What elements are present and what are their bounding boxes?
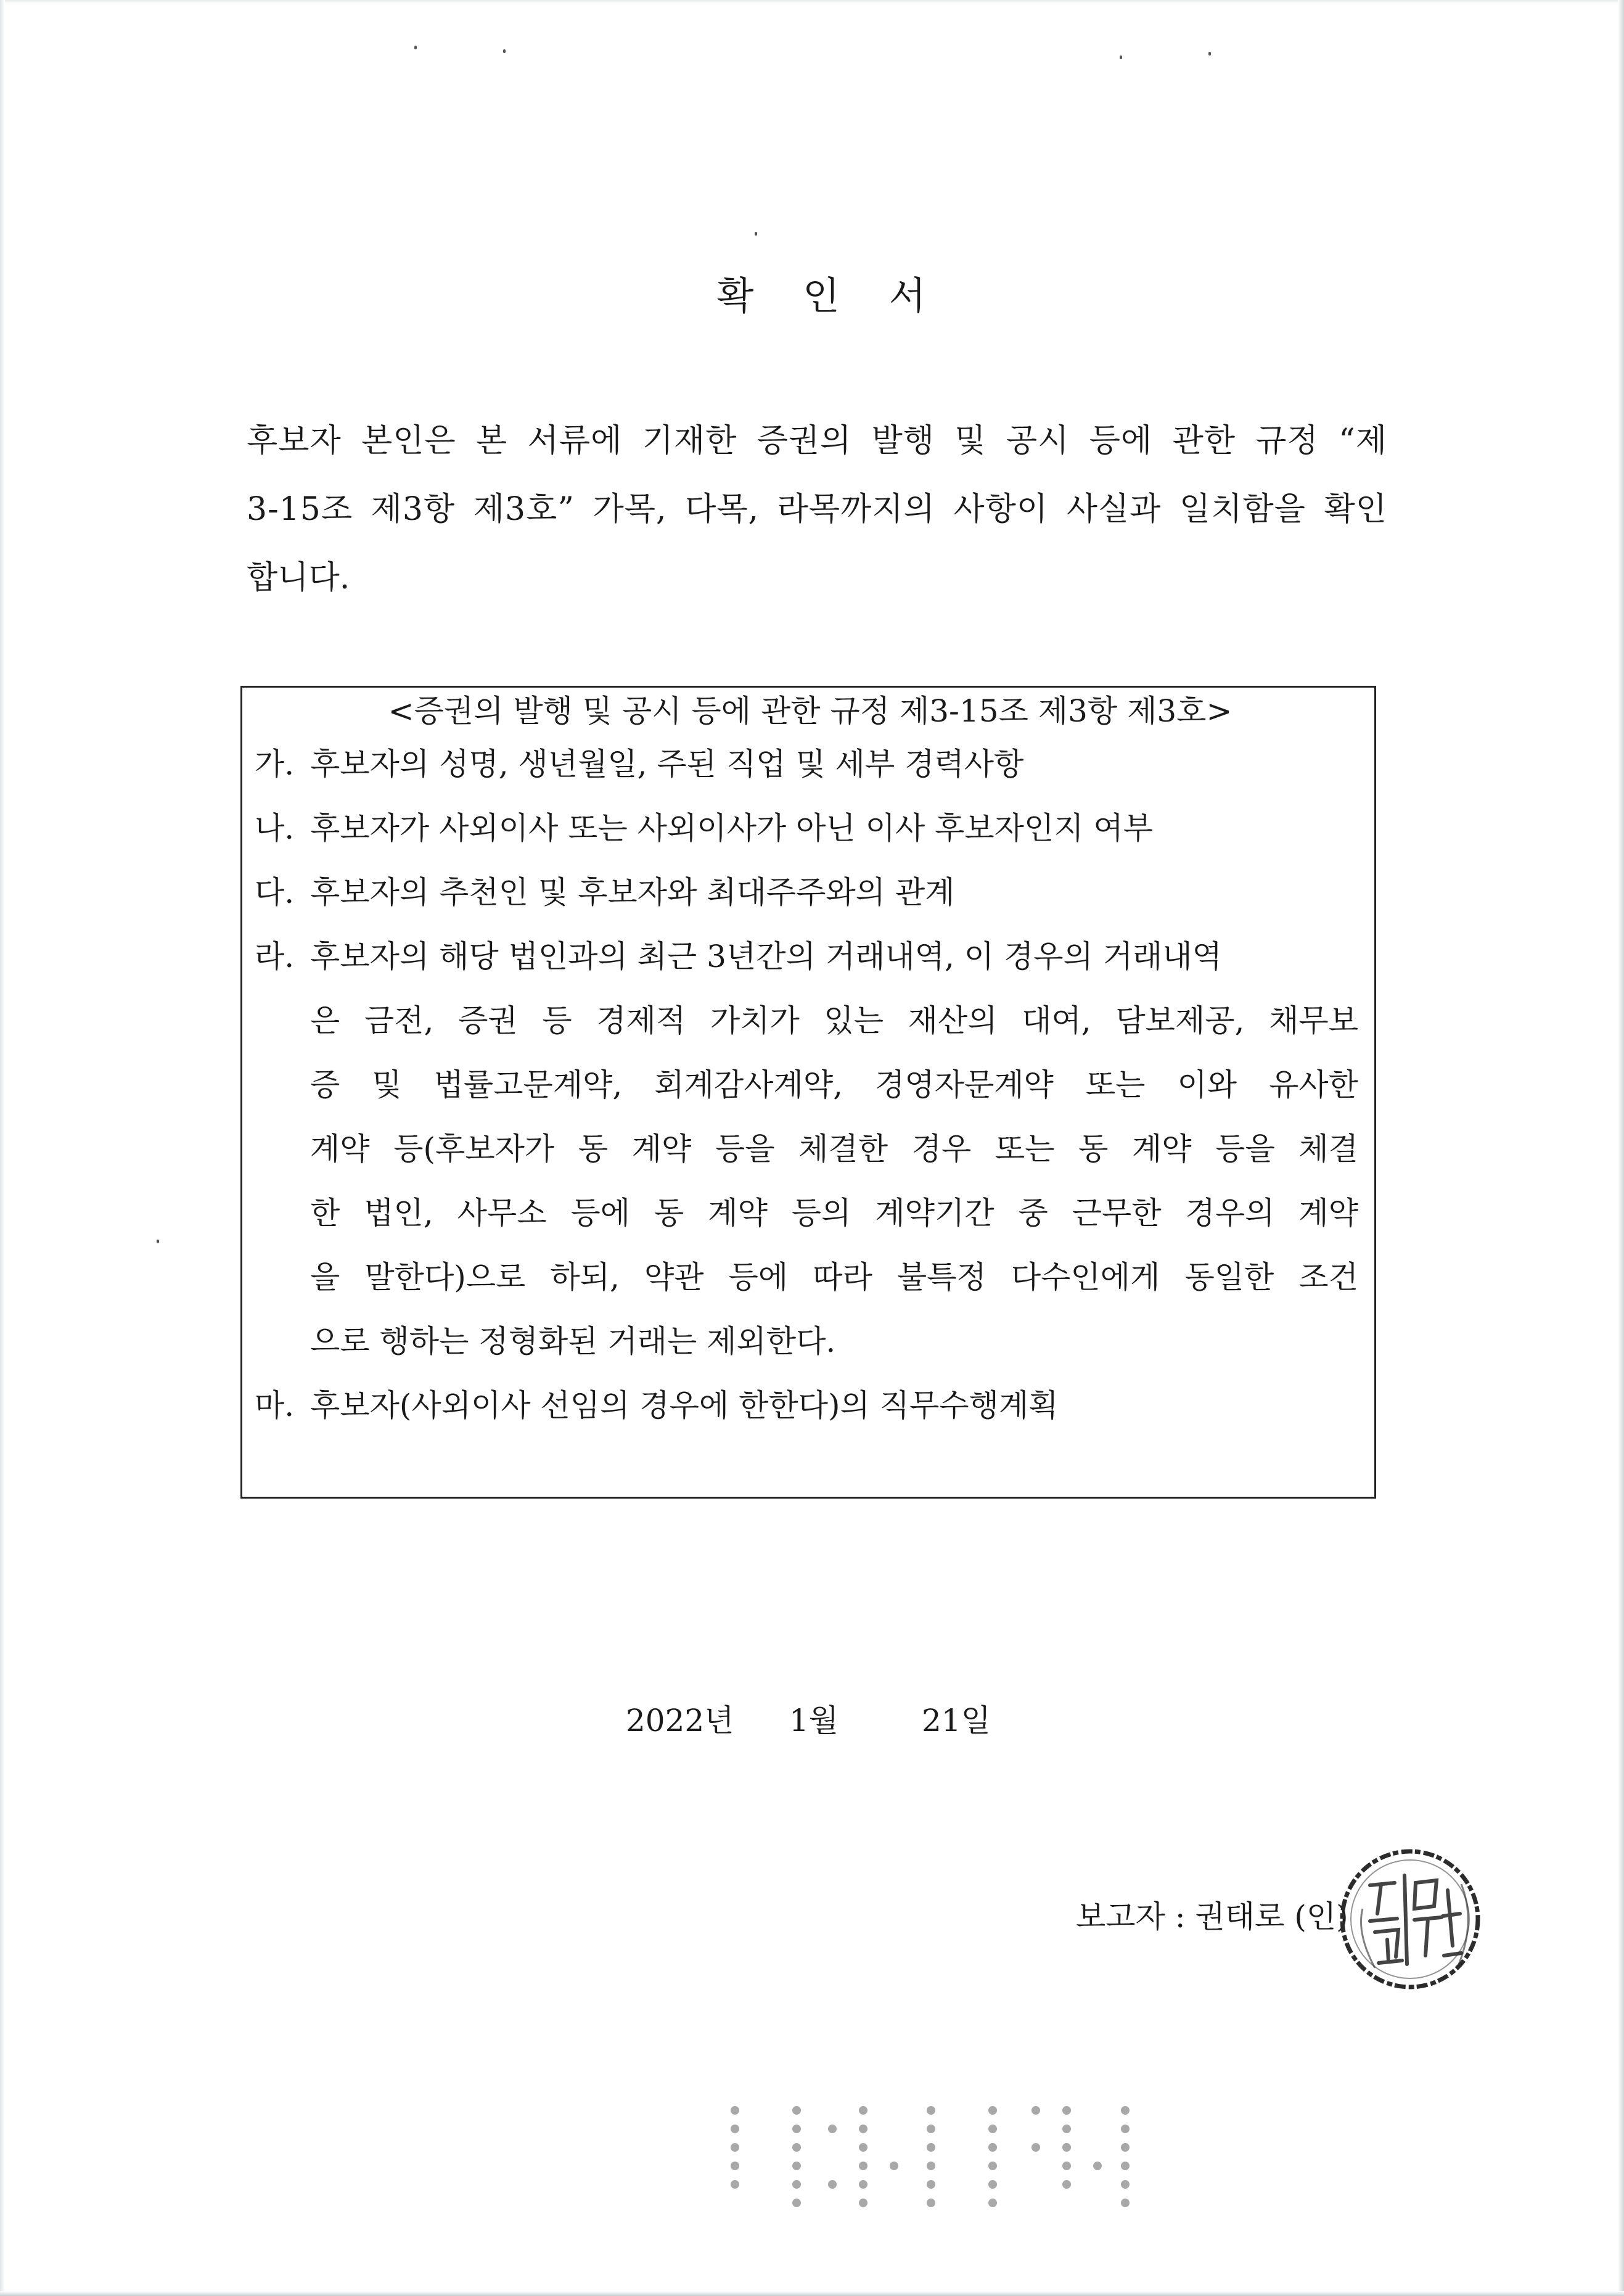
perforation-dot xyxy=(859,2143,867,2152)
item-text: 후보자의 해당 법인과의 최근 3년간의 거래내역, 이 경우의 거래내역 xyxy=(310,939,1222,974)
page-edge xyxy=(0,0,1624,4)
perforation-dot xyxy=(1093,2162,1102,2170)
item-marker: 다. xyxy=(255,874,295,910)
reporter-name: 보고자 : 권태로 xyxy=(1076,1899,1285,1935)
regulation-item-ra-line: 계약 등(후보자가 동 계약 등을 체결한 경우 또는 동 계약 등을 체결 xyxy=(310,1131,1358,1167)
perforation-dot xyxy=(731,2180,739,2189)
regulation-item-ra xyxy=(255,924,1222,989)
scan-speck xyxy=(157,1240,159,1243)
perforation-dot xyxy=(988,2106,997,2115)
perforation-dot xyxy=(927,2162,935,2170)
perforation-dot xyxy=(1062,2180,1071,2189)
perforation-dot xyxy=(792,2106,801,2115)
personal-seal-stamp xyxy=(1338,1847,1483,1992)
intro-line: 3-15조 제3항 제3호” 가목, 다목, 라목까지의 사항이 사실과 일치함을 확인 xyxy=(247,491,1387,528)
perforation-dot xyxy=(1062,2162,1071,2170)
intro-line: 후보자 본인은 본 서류에 기재한 증권의 발행 및 공시 등에 관한 규정 “제 xyxy=(247,422,1387,459)
perforation-dot xyxy=(927,2106,935,2115)
perforation-dot xyxy=(731,2143,739,2152)
scan-speck xyxy=(503,49,506,53)
perforation-dot xyxy=(792,2199,801,2207)
item-text: 후보자가 사외이사 또는 사외이사가 아닌 이사 후보자인지 여부 xyxy=(310,810,1154,846)
perforation-dot xyxy=(859,2199,867,2207)
reporter-signature-line xyxy=(1076,1892,1348,1936)
regulation-box xyxy=(240,686,1376,1499)
item-text: 후보자의 추천인 및 후보자와 최대주주와의 관계 xyxy=(310,874,955,910)
perforation-punch-mark xyxy=(728,2103,1134,2214)
perforation-dot xyxy=(731,2106,739,2115)
page-edge xyxy=(1618,0,1624,2296)
item-marker: 가. xyxy=(255,746,295,782)
item-marker: 라. xyxy=(255,939,295,974)
perforation-dot xyxy=(792,2162,801,2170)
seal-mark: (인) xyxy=(1294,1899,1348,1935)
scan-speck xyxy=(1120,56,1122,59)
item-marker: 나. xyxy=(255,810,295,846)
perforation-dot xyxy=(988,2162,997,2170)
perforation-dot xyxy=(988,2199,997,2207)
page-edge xyxy=(0,2291,1624,2296)
perforation-dot xyxy=(731,2162,739,2170)
item-text: 후보자(사외이사 선임의 경우에 한한다)의 직무수행계획 xyxy=(310,1388,1059,1423)
intro-line: 합니다. xyxy=(247,559,350,596)
regulation-item-ra-line: 한 법인, 사무소 등에 동 계약 등의 계약기간 중 근무한 경우의 계약 xyxy=(310,1195,1358,1231)
perforation-dot xyxy=(1121,2199,1130,2207)
scan-speck xyxy=(414,46,417,49)
perforation-dot xyxy=(828,2180,837,2189)
perforation-dot xyxy=(1031,2106,1040,2115)
regulation-item-ra-line: 증 및 법률고문계약, 회계감사계약, 경영자문계약 또는 이와 유사한 xyxy=(310,1067,1358,1103)
regulation-item-ra-line: 으로 행하는 정형화된 거래는 제외한다. xyxy=(310,1323,836,1359)
perforation-dot xyxy=(792,2143,801,2152)
perforation-dot xyxy=(1062,2106,1071,2115)
page-edge xyxy=(0,0,5,2296)
regulation-item-da xyxy=(255,860,954,924)
regulation-item-ma xyxy=(255,1373,1059,1438)
perforation-dot xyxy=(1121,2162,1130,2170)
perforation-dot xyxy=(927,2143,935,2152)
perforation-dot xyxy=(1062,2125,1071,2133)
perforation-dot xyxy=(927,2199,935,2207)
item-marker: 마. xyxy=(255,1388,295,1423)
perforation-dot xyxy=(988,2143,997,2152)
perforation-dot xyxy=(890,2162,898,2170)
perforation-dot xyxy=(859,2106,867,2115)
perforation-dot xyxy=(731,2125,739,2133)
regulation-item-ga xyxy=(255,732,1023,796)
date-day: 21일 xyxy=(922,1703,991,1738)
perforation-dot xyxy=(1121,2106,1130,2115)
perforation-dot xyxy=(792,2125,801,2133)
date-year: 2022년 xyxy=(626,1703,734,1738)
regulation-item-na xyxy=(255,796,1153,860)
perforation-dot xyxy=(859,2162,867,2170)
document-title: 확 인 서 xyxy=(716,273,945,318)
perforation-dot xyxy=(1121,2125,1130,2133)
scan-speck xyxy=(1208,52,1211,56)
perforation-dot xyxy=(1031,2143,1040,2152)
regulation-item-ra-line: 을 말한다)으로 하되, 약관 등에 따라 불특정 다수인에게 동일한 조건 xyxy=(310,1259,1358,1295)
perforation-dot xyxy=(988,2125,997,2133)
perforation-dot xyxy=(927,2180,935,2189)
intro-paragraph xyxy=(247,407,1387,544)
perforation-dot xyxy=(1062,2143,1071,2152)
perforation-dot xyxy=(792,2180,801,2189)
date-month: 1월 xyxy=(789,1703,839,1738)
regulation-item-ra-line: 은 금전, 증권 등 경제적 가치가 있는 재산의 대여, 담보제공, 채무보 xyxy=(310,1003,1358,1039)
perforation-dot xyxy=(1121,2180,1130,2189)
perforation-dot xyxy=(859,2180,867,2189)
perforation-dot xyxy=(828,2125,837,2133)
scan-speck xyxy=(755,232,757,236)
perforation-dot xyxy=(988,2180,997,2189)
perforation-dot xyxy=(859,2125,867,2133)
perforation-dot xyxy=(1121,2143,1130,2152)
regulation-heading: <증권의 발행 및 공시 등에 관한 규정 제3-15조 제3항 제3호> xyxy=(388,693,1232,729)
item-text: 후보자의 성명, 생년월일, 주된 직업 및 세부 경력사항 xyxy=(310,746,1024,782)
perforation-dot xyxy=(927,2125,935,2133)
